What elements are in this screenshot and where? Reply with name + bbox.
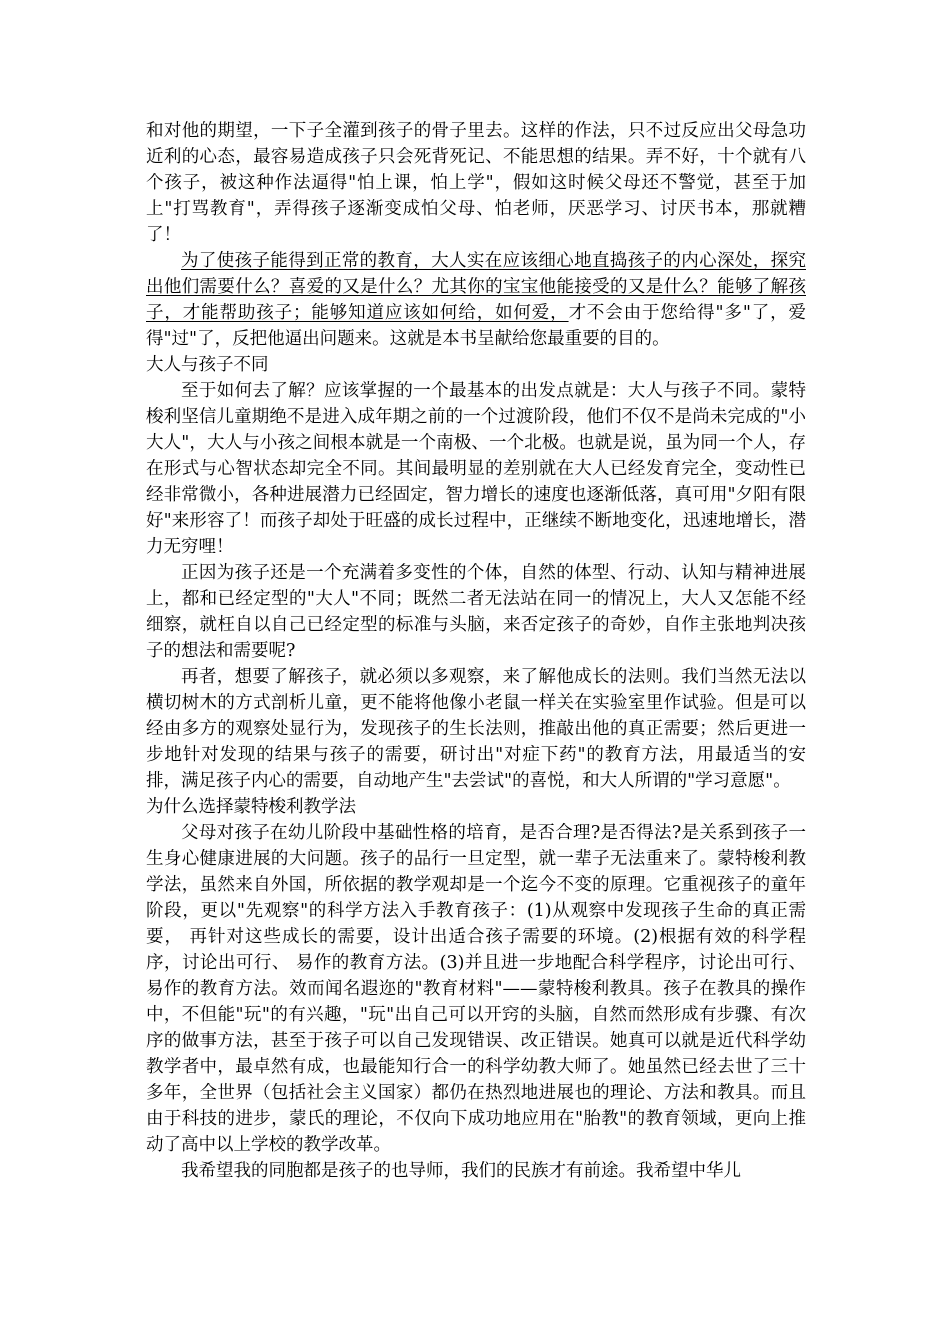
paragraph-montessori-method: 父母对孩子在幼儿阶段中基础性格的培育，是否合理?是否得法?是关系到孩子一生身心健康进展的大问题。孩子的品行一旦定型，就一辈子无法重来了。蒙特梭利教学法，虽然来自外国，所依据的教学观却是一个迄今不变的原理。它重视孩子的童年阶段，更以"先观察"的科学方法入手教育孩子：(1)从观察中发现孩子生命的真正需要， 再针对这些成长的需要，设计出适合孩子需要的环境。(2)根据有效的科学程序，讨论出可行、 易作的教育方法。(3)并且进一步地配合科学程序，讨论出可行、 易作的教育方法。效而闻名遐迩的"教育材料"——蒙特梭利教具。孩子在教具的操作中，不但能"玩"的有兴趣，"玩"出自己可以开窍的头脑，自然而然形成有步骤、有次序的做事方法，甚至于孩子可以自己发现错误、改正错误。她真可以就是近代科学幼教学者中，最卓然有成，也最能知行合一的科学幼教大师了。她虽然已经去世了三十多年，全世界（包括社会主义国家）都仍在热烈地进展也的理论、方法和教具。而且由于科技的进步，蒙氏的理论，不仅向下成功地应用在"胎教"的教育领域，更向上推动了高中以上学校的教学改革。 <box>146 823 806 1155</box>
document-page <box>146 118 806 1184</box>
paragraph-purpose-rest: 才不会由于您给得"多"了，爱得"过"了，反把他逼出问题来。这就是本书呈献给您最重要的目的。 <box>146 303 806 349</box>
paragraph-purpose <box>146 248 806 352</box>
paragraph-observation: 再者，想要了解孩子，就必须以多观察，来了解他成长的法则。我们当然无法以横切树木的方式剖析儿童，更不能将他像小老鼠一样关在实验室里作试验。但是可以经由多方的观察处显行为，发现孩子的生长法则，推敲出他的真正需要；然后更进一步地针对发现的结果与孩子的需要，研讨出"对症下药"的教育方法，用最适当的安排，满足孩子内心的需要，自动地产生"去尝试"的喜悦，和大人所谓的"学习意愿"。 <box>146 667 806 791</box>
paragraph-difference: 至于如何去了解？应该掌握的一个最基本的出发点就是：大人与孩子不同。蒙特梭利坚信儿童期绝不是进入成年期之前的一个过渡阶段，他们不仅不是尚未完成的"小大人"，大人与小孩之间根本就是一个南极、一个北极。也就是说，虽为同一个人，存在形式与心智状态却完全不同。其间最明显的差别就在大人已经发育完全，变动性已经非常微小，各种进展潜力已经固定，智力增长的速度也逐渐低落，真可用"夕阳有限好"来形容了！而孩子却处于旺盛的成长过程中，正继续不断地变化，迅速地增长，潜力无穷哩！ <box>146 381 806 557</box>
section-heading-why-montessori: 为什么选择蒙特梭利教学法 <box>146 797 356 817</box>
underlined-text: 为了使孩子能得到正常的教育，大人实在应该细心地直捣孩子的内心深处，探究出他们需要什么？喜爱的又是什么？尤其你的宝宝他能接受的又是什么？能够了解孩子，才能帮助孩子；能够知道应该如何给，如何爱， <box>146 251 806 323</box>
paragraph-intro: 和对他的期望，一下子全灌到孩子的骨子里去。这样的作法，只不过反应出父母急功近利的心态，最容易造成孩子只会死背死记、不能思想的结果。弄不好，十个就有八个孩子，被这种作法逼得"怕上课，怕上学"，假如这时候父母还不警觉，甚至于加上"打骂教育"，弄得孩子逐渐变成怕父母、怕老师，厌恶学习、讨厌书本，那就糟了！ <box>146 121 806 245</box>
paragraph-variability: 正因为孩子还是一个充满着多变性的个体，自然的体型、行动、认知与精神进展上，都和已经定型的"大人"不同；既然二者无法站在同一的情况上，大人又怎能不经细察，就枉自以自己已经定型的标准与头脑，来否定孩子的奇妙，自作主张地判决孩子的想法和需要呢? <box>146 563 806 661</box>
paragraph-hope: 我希望我的同胞都是孩子的也导师，我们的民族才有前途。我希望中华儿 <box>181 1161 741 1181</box>
section-heading-adults-children: 大人与孩子不同 <box>146 355 269 375</box>
